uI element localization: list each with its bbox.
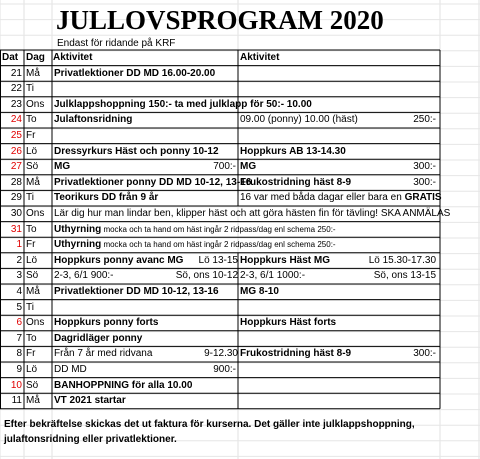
- date-cell: 8: [16, 348, 22, 360]
- weekday-cell: Må: [26, 395, 40, 407]
- activity-1-cell: MG: [54, 161, 71, 173]
- activity-2-price: 300:-: [413, 161, 436, 173]
- activity-2-cell: Frukostridning häst 8-9: [240, 176, 352, 188]
- date-cell: 22: [10, 83, 22, 95]
- activity-2-price: 300:-: [413, 348, 436, 360]
- activity-1-time: Lö 13-15: [198, 254, 238, 266]
- weekday-cell: Ons: [26, 317, 45, 329]
- activity-1-cell: 2-3, 6/1 900:-: [54, 270, 114, 282]
- weekday-cell: Sö: [26, 270, 39, 282]
- activity-2-cell: 2-3, 6/1 1000:-: [240, 270, 306, 282]
- activity-2-cell: Hoppkurs AB 13-14.30: [240, 145, 346, 157]
- weekday-cell: Fr: [26, 130, 36, 141]
- weekday-cell: Lö: [26, 364, 38, 375]
- date-cell: 28: [10, 176, 22, 188]
- date-cell: 11: [11, 395, 22, 407]
- activity-2-cell: Hoppkurs Häst forts: [240, 317, 337, 329]
- weekday-cell: Ti: [26, 192, 34, 204]
- activity-1-cell: Dagridläger ponny: [54, 332, 143, 344]
- date-cell: 7: [16, 332, 22, 344]
- date-cell: 3: [16, 270, 22, 282]
- activity-1-cell: Privatlektioner DD MD 10-12, 13-16: [54, 286, 219, 297]
- weekday-cell: To: [26, 332, 37, 344]
- header-aktivitet-2: Aktivitet: [240, 52, 280, 63]
- activity-2-cell: 09.00 (ponny) 10.00 (häst): [240, 114, 358, 126]
- activity-1-cell: BANHOPPNING för alla 10.00: [54, 379, 193, 391]
- activity-1-cell: Privatlektioner ponny DD MD 10-12, 13-16: [54, 176, 252, 188]
- activity-1-cell: Hoppkurs ponny avanc MG: [54, 254, 184, 266]
- activity-1-cell: DD MD: [54, 364, 87, 375]
- activity-1-cell: Uthyrning mocka och ta hand om häst ingår 2 ridpass/dag enl schema 250:-: [54, 239, 336, 251]
- date-cell: 24: [10, 114, 22, 126]
- activity-2-time: Sö, ons 13-15: [373, 270, 436, 282]
- weekday-cell: To: [26, 223, 37, 235]
- weekday-cell: Fr: [26, 348, 36, 360]
- date-cell: 27: [10, 161, 22, 173]
- date-cell: 4: [16, 286, 22, 297]
- weekday-cell: Må: [26, 176, 40, 188]
- weekday-cell: Sö: [26, 161, 39, 173]
- date-cell: 23: [10, 98, 22, 110]
- activity-1-cell: VT 2021 startar: [54, 395, 126, 407]
- activity-1-cell: Teorikurs DD från 9 år: [54, 192, 159, 204]
- rental-details: mocka och ta hand om häst ingår 2 ridpass/dag enl schema 250:-: [101, 224, 336, 234]
- activity-2-cell: MG 8-10: [240, 286, 279, 297]
- activity-1-cell: Privatlektioner DD MD 16.00-20.00: [54, 67, 216, 79]
- weekday-cell: Må: [26, 286, 40, 297]
- date-cell: 6: [16, 317, 22, 329]
- date-cell: 29: [10, 192, 22, 204]
- weekday-cell: Må: [26, 67, 40, 79]
- page-title: JULLOVSPROGRAM 2020: [56, 5, 384, 35]
- activity-2-cell: MG: [240, 161, 257, 173]
- page-subtitle: Endast för ridande på KRF: [57, 38, 176, 49]
- activity-1-time: Sö, ons 10-12: [175, 270, 238, 282]
- activity-2-price: 300:-: [413, 176, 436, 188]
- activity-1-cell: Från 7 år med ridvana: [54, 348, 153, 360]
- header-dat: Dat: [2, 52, 19, 63]
- activity-1-cell: Hoppkurs ponny forts: [54, 317, 159, 329]
- header-aktivitet-1: Aktivitet: [53, 52, 93, 63]
- weekday-cell: Ons: [26, 208, 45, 219]
- weekday-cell: Lö: [26, 145, 38, 157]
- date-cell: 26: [10, 145, 22, 157]
- weekday-cell: Sö: [26, 379, 39, 391]
- date-cell: 25: [10, 130, 22, 141]
- activity-1-cell: Uthyrning mocka och ta hand om häst ingår 2 ridpass/dag enl schema 250:-: [54, 223, 336, 235]
- date-cell: 21: [10, 67, 22, 79]
- date-cell: 2: [16, 254, 22, 266]
- weekday-cell: Ons: [26, 98, 45, 110]
- activity-1-time: 9-12.30: [204, 348, 238, 360]
- footer-note: Efter bekräftelse skickas det ut faktura för kurserna. Det gäller inte julklappshoppning, julaftonsridning eller privatlektioner.: [4, 419, 415, 445]
- activity-2-cell: Hoppkurs Häst MG: [240, 254, 331, 266]
- weekday-cell: Fr: [26, 239, 36, 251]
- weekday-cell: Ti: [26, 301, 34, 313]
- activity-2-cell: 16 var med båda dagar eller bara en GRATIS: [240, 192, 442, 204]
- activity-1-cell: Lär dig hur man lindar ben, klipper häst och att göra hästen fin för tävling! SKA ANMÄLAS: [54, 208, 451, 219]
- activity-2-price: 250:-: [413, 114, 436, 126]
- free-badge: GRATIS: [404, 192, 442, 204]
- activity-1-cell: Julklappshoppning 150:- ta med julklapp för 50:- 10.00: [54, 98, 312, 110]
- weekday-cell: Ti: [26, 83, 34, 95]
- activity-1-cell: Julaftonsridning: [54, 114, 133, 126]
- activity-1-cell: Dressyrkurs Häst och ponny 10-12: [54, 145, 219, 157]
- rental-details: mocka och ta hand om häst ingår 2 ridpass/dag enl schema 250:-: [101, 240, 336, 250]
- date-cell: 5: [16, 301, 22, 313]
- date-cell: 31: [10, 223, 22, 235]
- activity-1-price: 700:-: [213, 161, 236, 173]
- header-dag: Dag: [26, 52, 45, 63]
- activity-1-price: 900:-: [213, 364, 236, 375]
- activity-2-time: Lö 15.30-17.30: [368, 254, 436, 266]
- activity-2-cell: Frukostridning häst 8-9: [240, 348, 352, 360]
- date-cell: 9: [16, 364, 22, 375]
- weekday-cell: To: [26, 114, 37, 126]
- date-cell: 1: [16, 239, 22, 251]
- weekday-cell: Lö: [26, 254, 38, 266]
- date-cell: 10: [10, 379, 22, 391]
- date-cell: 30: [10, 208, 22, 219]
